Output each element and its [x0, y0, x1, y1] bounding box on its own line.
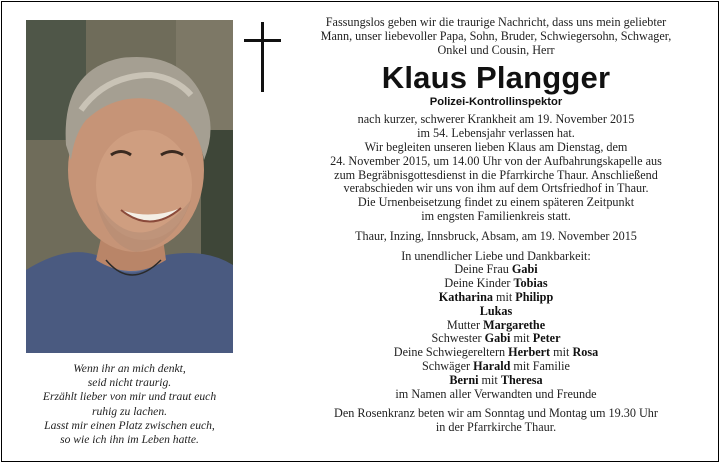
cross-icon	[242, 22, 284, 92]
deceased-occupation: Polizei-Kontrollinspektor	[429, 96, 563, 109]
body-line: zum Begräbnisgottesdienst in die Pfarrkirche Thaur. Anschließend	[334, 167, 658, 182]
mourner-relation: Schwester	[431, 331, 485, 346]
mourner-line	[282, 263, 710, 277]
mourner-connector: mit	[550, 345, 573, 360]
intro-line: Mann, unser liebevoller Papa, Sohn, Bruder, Schwiegersohn, Schwager,	[320, 28, 672, 43]
memorial-verse	[26, 362, 233, 447]
mourner-name: Harald	[473, 358, 511, 373]
mourner-line	[282, 319, 710, 333]
body-line: nach kurzer, schwerer Krankheit am 19. November 2015	[357, 112, 635, 127]
mourner-name: Berni	[449, 372, 479, 387]
mourner-relation: Deine Kinder	[444, 276, 514, 291]
place-date: Thaur, Inzing, Innsbruck, Absam, am 19. November 2015	[355, 228, 637, 243]
verse-line: seid nicht traurig.	[87, 376, 172, 390]
body-line: 24. November 2015, um 14.00 Uhr von der Aufbahrungskapelle aus	[330, 153, 662, 168]
rosary-line: in der Pfarrkirche Thaur.	[435, 420, 557, 435]
body-line: im 54. Lebensjahr verlassen hat.	[417, 126, 575, 141]
mourner-name: Gabi	[484, 331, 511, 346]
mourner-line: im Namen aller Verwandten und Freunde	[395, 386, 597, 401]
mourner-connector: mit	[478, 372, 501, 387]
portrait-photo	[26, 20, 233, 353]
mourner-name: Peter	[532, 331, 561, 346]
verse-line: Erzählt lieber von mir und traut euch	[42, 390, 217, 404]
obituary-notice	[1, 1, 719, 462]
mourner-line	[282, 277, 710, 291]
mourner-relation: Deine Frau	[454, 262, 512, 277]
mourner-relation: Schwäger	[422, 358, 474, 373]
mourners-intro: In unendlicher Liebe und Dankbarkeit:	[401, 248, 591, 263]
body-line: verabschieden wir uns von ihm auf dem Ortsfriedhof in Thaur.	[343, 181, 649, 196]
mourner-connector: mit	[492, 289, 516, 304]
intro-line: Fassungslos geben wir die traurige Nachricht, dass uns mein geliebter	[325, 15, 667, 29]
mourner-line	[282, 374, 710, 388]
mourner-name: Lukas	[479, 303, 513, 318]
body-line: Wir begleiten unseren lieben Klaus am Dienstag, dem	[364, 139, 628, 154]
verse-line: ruhig zu lachen.	[91, 404, 168, 418]
mourner-name: Rosa	[572, 345, 599, 360]
deceased-name: Klaus Plangger	[381, 60, 611, 96]
verse-line: Lasst mir einen Platz zwischen euch,	[44, 418, 215, 432]
mourner-connector: mit	[510, 331, 533, 346]
intro-line: Onkel und Cousin, Herr	[437, 42, 555, 57]
mourner-name: Tobias	[513, 276, 548, 291]
verse-line: so wie ich ihn im Leben hatte.	[60, 433, 199, 447]
mourner-name: Gabi	[511, 262, 538, 277]
portrait-illustration	[26, 20, 233, 353]
rosary-line: Den Rosenkranz beten wir am Sonntag und Montag um 19.30 Uhr	[334, 406, 658, 421]
verse-line: Wenn ihr an mich denkt,	[73, 362, 186, 375]
mourner-name: Philipp	[515, 289, 554, 304]
mourner-name: Katharina	[438, 289, 493, 304]
mourner-line	[282, 305, 710, 319]
body-line: im engsten Familienkreis statt.	[421, 208, 571, 223]
mourner-line	[282, 291, 710, 305]
mourner-name: Margarethe	[483, 317, 546, 332]
mourner-relation: Mutter	[446, 317, 484, 332]
body-line: Die Urnenbeisetzung findet zu einem späteren Zeitpunkt	[357, 195, 635, 210]
mourner-line	[282, 346, 710, 360]
mourner-connector: mit Familie	[510, 358, 570, 373]
mourner-name: Theresa	[500, 372, 543, 387]
mourner-relation: Deine Schwiegereltern	[393, 345, 509, 360]
notice-text	[282, 16, 710, 435]
mourner-name: Herbert	[508, 345, 551, 360]
mourner-line	[282, 360, 710, 374]
mourner-line	[282, 332, 710, 346]
